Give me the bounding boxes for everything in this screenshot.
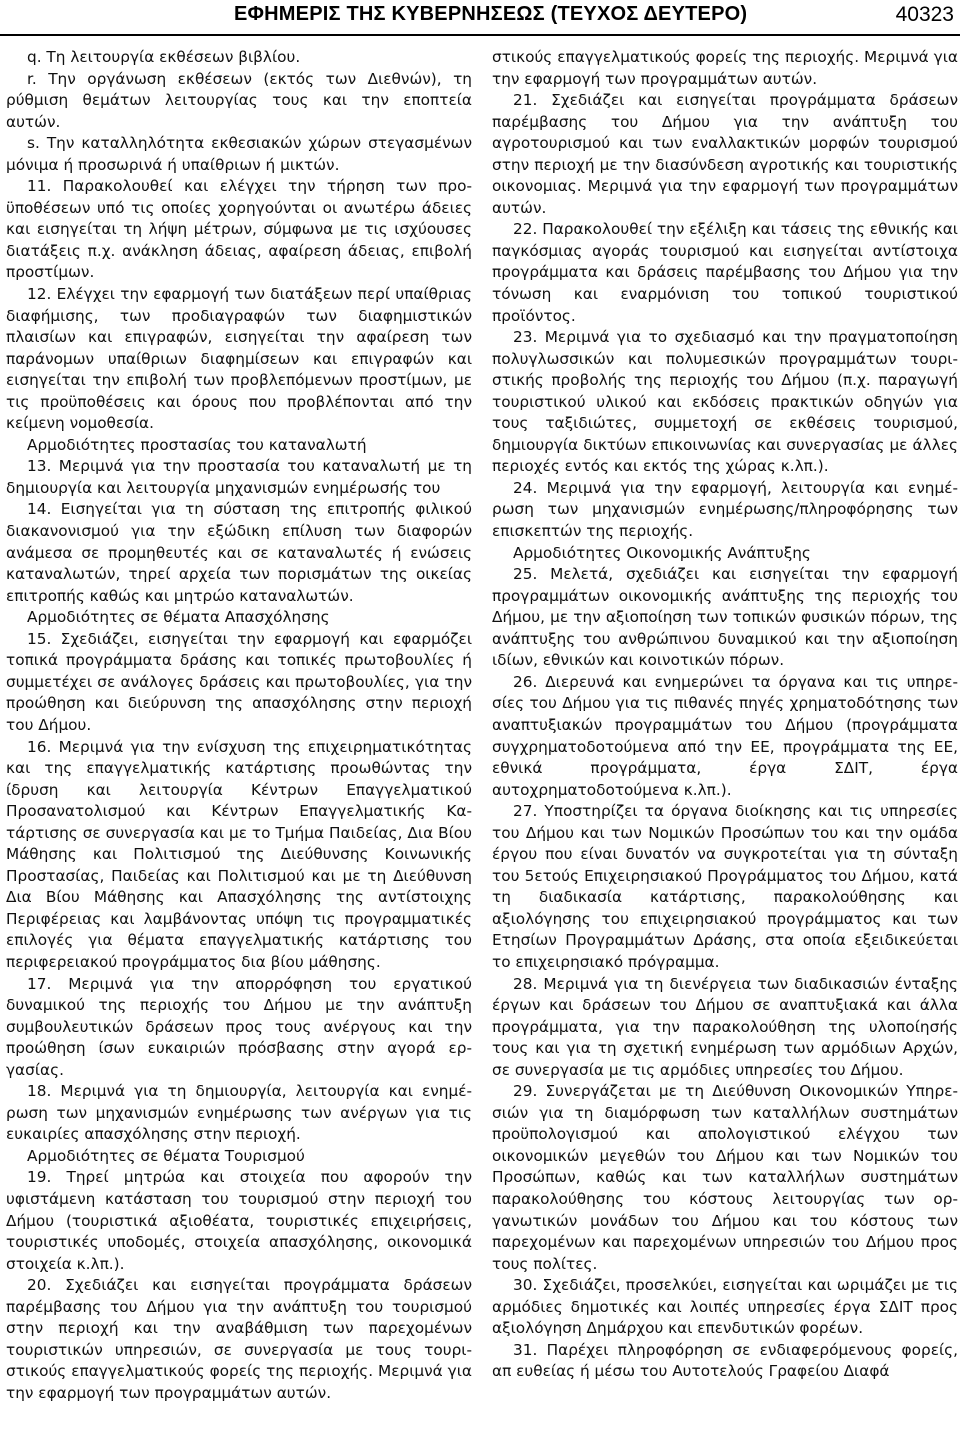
paragraph: 11. Παρακολουθεί και ελέγχει την τήρηση των προϋποθέσεων υπό τις οποίες χορηγούνται οι ανωτέρω άδειες και εισηγείται τη λήψη μέτρων, σύμφωνα με τις ισχύουσες διατάξεις π.χ. ανάκληση άδειας, αφαίρεση άδειας, επιβολή προστίμων. xyxy=(6,177,472,282)
gazette-title: ΕΦΗΜΕΡΙΣ ΤΗΣ ΚΥΒΕΡΝΗΣΕΩΣ (ΤΕΥΧΟΣ ΔΕΥΤΕΡΟ) xyxy=(234,3,748,25)
paragraph: Αρμοδιότητες σε θέματα Απασχόλησης xyxy=(27,608,330,627)
paragraph: 30. Σχεδιάζει, προσελκύει, εισηγείται και ωριμάζει με τις αρμόδιες δημοτικές και λοιπές υπηρεσίες έργα ΣΔΙΤ προς αξιολόγηση Δημάρχου και επενδυτικών φορέων. xyxy=(492,1276,958,1338)
paragraph: στικούς επαγγελματικούς φορείς της περιοχής. Μεριμνά για την εφαρμογή των προγραμμάτων αυτών. xyxy=(492,48,958,88)
page-header xyxy=(0,0,960,36)
paragraph: Αρμοδιότητες σε θέματα Τουρισμού xyxy=(27,1146,305,1165)
paragraph: 27. Υποστηρίζει τα όργανα διοίκησης και τις υπηρεσίες του Δήμου και των Νομικών Προσώπων του και την ομάδα έργου που είναι δυνατόν να συγκροτείται για τη σύνταξη του 5ετούς Επιχειρησιακού Προγράμματος του Δήμου, κατά τη διαδικασία κατάρτισης, παρακολούθησης και αξιολόγησης του επιχειρησιακού προγράμματος και των Ετησίων Προγραμμάτων Δράσης, στα οποία εξειδικεύεται το επιχειρησιακό πρόγραμμα. xyxy=(492,802,958,971)
right-column xyxy=(492,47,958,1383)
paragraph: 19. Τηρεί μητρώα και στοιχεία που αφορούν την υφιστάμενη κατάσταση του τουρισμού στην περιοχή του Δήμου (τουριστικά αξιοθέατα, τουριστικές επιχειρήσεις, τουριστικές υποδομές, στοιχεία απασχόλησης, οικονομικά στοιχεία κ.λπ.). xyxy=(6,1168,472,1273)
paragraph: 17. Μεριμνά για την απορρόφηση του εργατικού δυναμικού της περιοχής του Δήμου με την ανάπτυξη συμβουλευτικών δράσεων προς τους ανέργους και την προώθηση ίσων ευκαιριών πρόσβασης στην αγορά εργασίας. xyxy=(6,974,472,1079)
paragraph: s. Την καταλληλότητα εκθεσιακών χώρων στεγασμένων μόνιμα ή προσωρινά ή υπαίθριων ή μικτών. xyxy=(6,134,472,174)
paragraph: 23. Μεριμνά για το σχεδιασμό και την πραγματοποίηση πολυγλωσσικών και πολυμεσικών προγραμμάτων τουριστικής προβολής της περιοχής του Δήμου (π.χ. παραγωγή τουριστικού υλικού και εκδόσεις πρακτικών οδηγών για τους ταξιδιώτες, συμμετοχή σε εκθέσεις τουρισμού, δημιουργία δικτύων επικοινωνίας και συνεργασίας με άλλες περιοχές εντός και εκτός της χώρας κ.λπ.). xyxy=(492,328,958,476)
paragraph: 26. Διερευνά και ενημερώνει τα όργανα και τις υπηρεσίες του Δήμου για τις πιθανές πηγές χρηματοδότησης των αναπτυξιακών προγραμμάτων του Δήμου (προγράμματα συγχρηματοδοτούμενα από την ΕΕ, προγράμματα της ΕΕ, εθνικά προγράμματα, έργα ΣΔΙΤ, έργα αυτοχρηματοδοτούμενα κ.λπ.). xyxy=(492,672,958,799)
paragraph: 16. Μεριμνά για την ενίσχυση της επιχειρηματικότητας και της επαγγελματικής κατάρτισης προωθώντας την ίδρυση και λειτουργία Κέντρων Επαγγελματικού Προσανατολισμού και Κέντρων Επαγγελματικής Κατάρτισης σε συνεργασία και με το Τμήμα Παιδείας, Δια Βίου Μάθησης και Πολιτισμού της Διεύθυνσης Κοινωνικής Προστασίας, Παιδείας και Πολιτισμού και με τη Διεύθυνση Δια Βίου Μάθησης και Απασχόλησης της αντίστοιχης Περιφέρειας και λαμβάνοντας υπόψη τις προγραμματικές επιλογές για θέματα επαγγελματικής κατάρτισης του περιφερειακού προγράμματος δια βίου μάθησης. xyxy=(6,737,472,971)
paragraph: r. Την οργάνωση εκθέσεων (εκτός των Διεθνών), τη ρύθμιση θεμάτων λειτουργίας τους και την εποπτεία αυτών. xyxy=(6,69,472,131)
paragraph: Αρμοδιότητες Οικονομικής Ανάπτυξης xyxy=(513,543,811,562)
paragraph: 25. Μελετά, σχεδιάζει και εισηγείται την εφαρμογή προγραμμάτων οικονομικής ανάπτυξης της περιοχής του Δήμου, με την αξιοποίηση των τοπικών φυσικών πόρων, της ανάπτυξης του ανθρώπινου δυναμικού και την αξιοποίηση ιδίων, εθνικών και κοινοτικών πόρων. xyxy=(492,565,958,670)
paragraph: Αρμοδιότητες προστασίας του καταναλωτή xyxy=(27,435,367,454)
paragraph: 18. Μεριμνά για τη δημιουργία, λειτουργία και ενημέρωση των μηχανισμών ενημέρωσης των ανέργων για τις ευκαιρίες απασχόλησης στην περιοχή. xyxy=(6,1082,472,1144)
paragraph: 14. Εισηγείται για τη σύσταση της επιτροπής φιλικού διακανονισμού για την εξώδικη επίλυση των διαφορών ανάμεσα σε προμηθευτές και σε καταναλωτές ή ενώσεις καταναλωτών, τηρεί αρχεία των πορισμάτων της οικείας επιτροπής καθώς και μητρώο καταναλωτών. xyxy=(6,500,472,605)
paragraph: q. Τη λειτουργία εκθέσεων βιβλίου. xyxy=(27,48,301,66)
paragraph: 21. Σχεδιάζει και εισηγείται προγράμματα δράσεων παρέμβασης του Δήμου για την ανάπτυξη του αγροτουρισμού και των εναλλακτικών μορφών τουρισμού στην περιοχή με την διασύνδεση αγροτικής και τουριστικής οικονομιας. Μεριμνά για την εφαρμογή των προγραμμάτων αυτών. xyxy=(492,91,958,217)
paragraph: 24. Μεριμνά για την εφαρμογή, λειτουργία και ενημέρωση των μηχανισμών ενημέρωσης/πληροφόρησης των επισκεπτών της περιοχής. xyxy=(492,478,958,541)
paragraph: 13. Μεριμνά για την προστασία του καταναλωτή με τη δημιουργία και λειτουργία μηχανισμών ενημέρωσής του xyxy=(6,457,472,497)
paragraph: 15. Σχεδιάζει, εισηγείται την εφαρμογή και εφαρμόζει τοπικά προγράμματα δράσης και τοπικές πρωτοβουλίες ή συμμετέχει σε ανάλογες δράσεις και πρωτοβουλίες, για την προώθηση και διεύρυνση της απασχόλησης στην περιοχή του Δήμου. xyxy=(6,629,472,734)
page-number: 40323 xyxy=(895,3,954,26)
paragraph: 22. Παρακολουθεί την εξέλιξη και τάσεις της εθνικής και παγκόσμιας αγοράς τουρισμού και εισηγείται αντίστοιχα προγράμματα και δράσεις παρέμβασης του Δήμου για την τόνωση και εναρμόνιση του τοπικού τουριστικού προϊόντος. xyxy=(492,220,958,325)
paragraph: 29. Συνεργάζεται με τη Διεύθυνση Οικονομικών Υπηρεσιών για τη διαμόρφωση των καταλλήλων συστημάτων προϋπολογισμού και απολογιστικού ελέγχου των οικονομικών μεγεθών του Δήμου και των Νομικών του Προσώπων, καθώς και των καταλλήλων συστημάτων παρακολούθησης του κόστους λειτουργίας των οργανωτικών μονάδων του Δήμου και του κόστους των παρεχομένων και παρεχομένων υπηρεσιών του Δήμου προς τους πολίτες. xyxy=(492,1082,958,1273)
paragraph: 20. Σχεδιάζει και εισηγείται προγράμματα δράσεων παρέμβασης του Δήμου για την ανάπτυξη του τουρισμού στην περιοχή και την αναβάθμιση των παρεχομένων τουριστικών υπηρεσιών, σε συνεργασία με τους τουριστικούς επαγγελματικούς φορείς της περιοχής. Μεριμνά για την εφαρμογή των προγραμμάτων αυτών. xyxy=(6,1276,472,1402)
paragraph: 31. Παρέχει πληροφόρηση σε ενδιαφερόμενους φορείς, απ ευθείας ή μέσω του Αυτοτελούς Γραφείου Διαφά xyxy=(492,1340,958,1381)
paragraph: 12. Ελέγχει την εφαρμογή των διατάξεων περί υπαίθριας διαφήμισης, των προδιαγραφών των διαφημιστικών πλαισίων και επιγραφών, εισηγείται την αφαίρεση των παράνομων υπαίθριων διαφημίσεων και επιγραφών και εισηγείται την επιβολή των προβλεπόμενων προστίμων, με τις προϋποθέσεις και όρους που προβλέπονται από την κείμενη νομοθεσία. xyxy=(6,285,472,433)
paragraph: 28. Μεριμνά για τη διενέργεια των διαδικασιών ένταξης έργων και δράσεων του Δήμου σε αναπτυξιακά και άλλα προγράμματα, για την παρακολούθηση της υλοποίησής τους και για τη σχετική ενημέρωση των αρμόδιων Αρχών, σε συνεργασία με τις αρμόδιες υπηρεσίες του Δήμου. xyxy=(492,974,958,1079)
left-column xyxy=(6,47,472,1404)
